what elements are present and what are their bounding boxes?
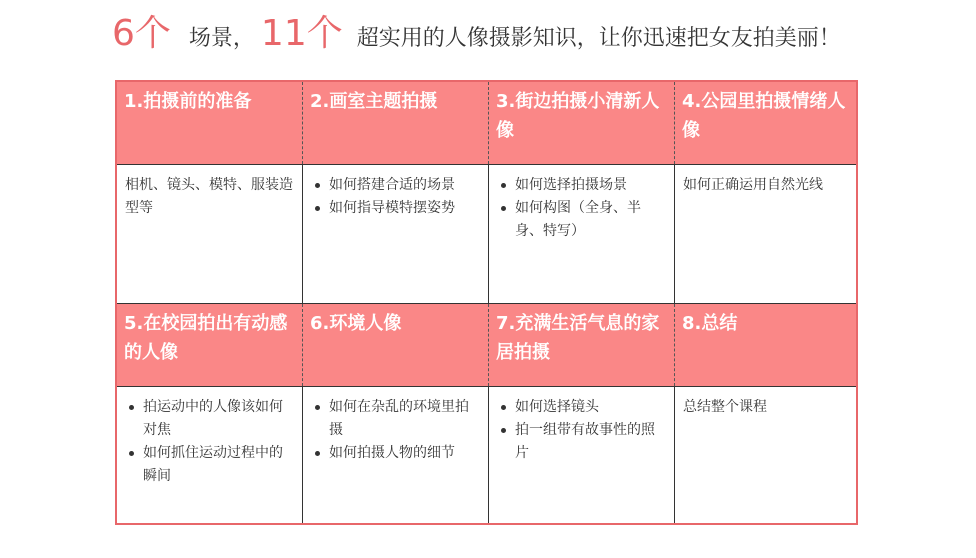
course-grid [115,80,858,525]
headline-tagline: 超实用的人像摄影知识，让你迅速把女友拍美丽！ [356,26,841,51]
card-6-title: 6.环境人像 [303,304,489,386]
card-3-body [489,164,675,304]
scene-count: 6个 [112,13,171,54]
card-7-list [497,396,666,465]
list-item: 如何构图（全身、半身、特写） [515,197,666,243]
card-4-body [675,164,856,304]
card-1-body [117,164,303,304]
card-2-body [303,164,489,304]
scene-label: 场景， [188,26,255,51]
card-8-body [675,386,856,523]
list-item: 如何搭建合适的场景 [329,174,480,197]
card-5-body [117,386,303,523]
card-8-text: 总结整个课程 [683,399,767,415]
card-6-list [311,396,480,465]
list-item: 如何指导模特摆姿势 [329,197,480,220]
card-6-body [303,386,489,523]
headline [112,6,841,62]
list-item: 拍运动中的人像该如何对焦 [143,396,294,442]
card-1-text: 相机、镜头、模特、服装造型等 [125,177,293,216]
list-item: 如何在杂乱的环境里拍摄 [329,396,480,442]
card-1-title: 1.拍摄前的准备 [117,82,303,164]
list-item: 拍一组带有故事性的照片 [515,419,666,465]
card-3-title: 3.街边拍摄小清新人像 [489,82,675,164]
list-item: 如何选择拍摄场景 [515,174,666,197]
card-7-body [489,386,675,523]
card-3-list [497,174,666,243]
card-4-title: 4.公园里拍摄情绪人像 [675,82,856,164]
list-item: 如何选择镜头 [515,396,666,419]
card-5-title: 5.在校园拍出有动感的人像 [117,304,303,386]
card-5-list [125,396,294,488]
card-8-title: 8.总结 [675,304,856,386]
tip-count: 11个 [260,13,343,54]
card-2-title: 2.画室主题拍摄 [303,82,489,164]
card-7-title: 7.充满生活气息的家居拍摄 [489,304,675,386]
list-item: 如何抓住运动过程中的瞬间 [143,442,294,488]
list-item: 如何拍摄人物的细节 [329,442,480,465]
card-2-list [311,174,480,220]
card-4-text: 如何正确运用自然光线 [683,177,823,193]
